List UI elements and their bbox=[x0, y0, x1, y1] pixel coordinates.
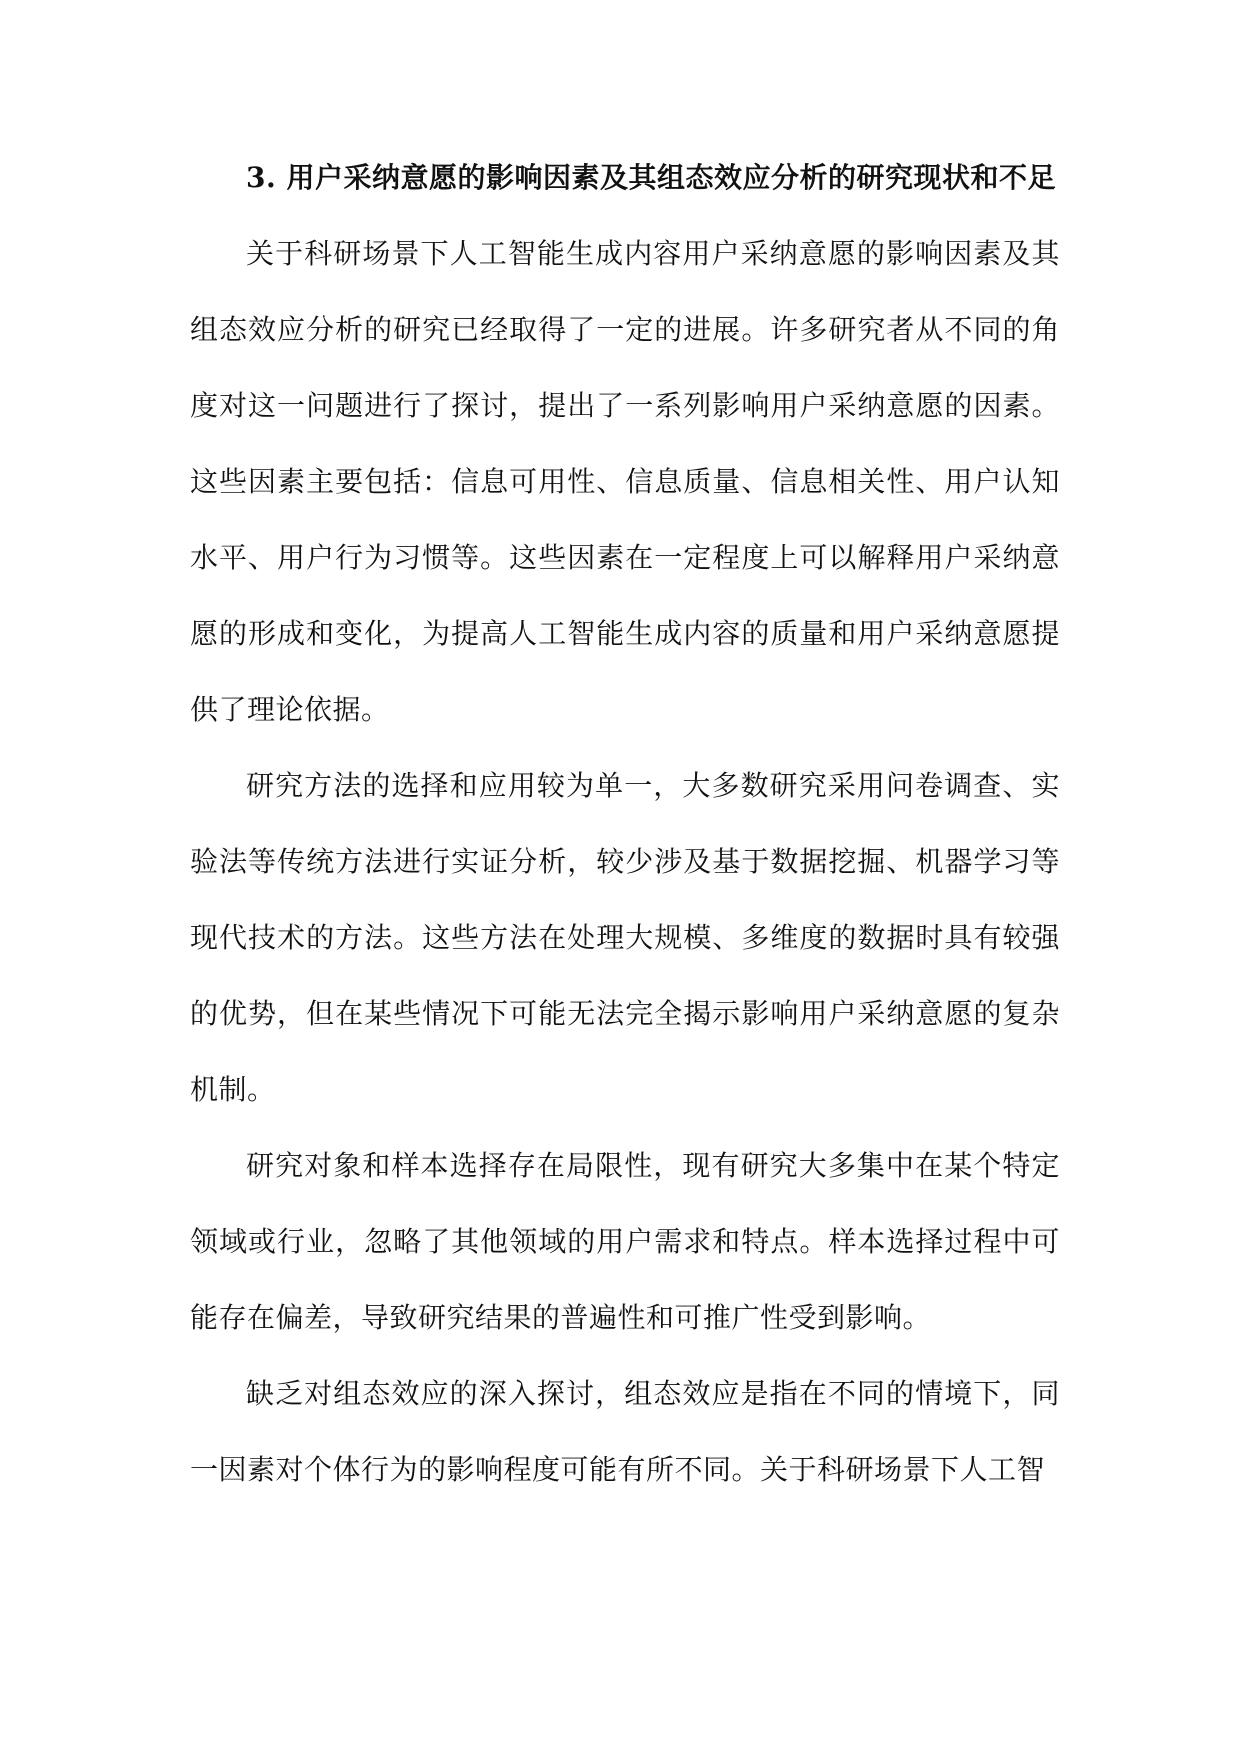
paragraph-research-samples: 研究对象和样本选择存在局限性，现有研究大多集中在某个特定领域或行业，忽略了其他领域的用户需求和特点。样本选择过程中可能存在偏差，导致研究结果的普遍性和可推广性受到影响。 bbox=[190, 1149, 1060, 1334]
document-body bbox=[190, 140, 1060, 1508]
paragraph-research-methods: 研究方法的选择和应用较为单一，大多数研究采用问卷调查、实验法等传统方法进行实证分析，较少涉及基于数据挖掘、机器学习等现代技术的方法。这些方法在处理大规模、多维度的数据时具有较强的优势，但在某些情况下可能无法完全揭示影响用户采纳意愿的复杂机制。 bbox=[190, 769, 1060, 1106]
paragraph-configuration-effect: 缺乏对组态效应的深入探讨，组态效应是指在不同的情境下，同一因素对个体行为的影响程度可能有所不同。关于科研场景下人工智 bbox=[190, 1377, 1060, 1486]
paragraph-research-progress: 关于科研场景下人工智能生成内容用户采纳意愿的影响因素及其组态效应分析的研究已经取得了一定的进展。许多研究者从不同的角度对这一问题进行了探讨，提出了一系列影响用户采纳意愿的因素。这些因素主要包括：信息可用性、信息质量、信息相关性、用户认知水平、用户行为习惯等。这些因素在一定程度上可以解释用户采纳意愿的形成和变化，为提高人工智能生成内容的质量和用户采纳意愿提供了理论依据。 bbox=[190, 237, 1060, 726]
section-heading: 3. 用户采纳意愿的影响因素及其组态效应分析的研究现状和不足 bbox=[246, 161, 1056, 194]
